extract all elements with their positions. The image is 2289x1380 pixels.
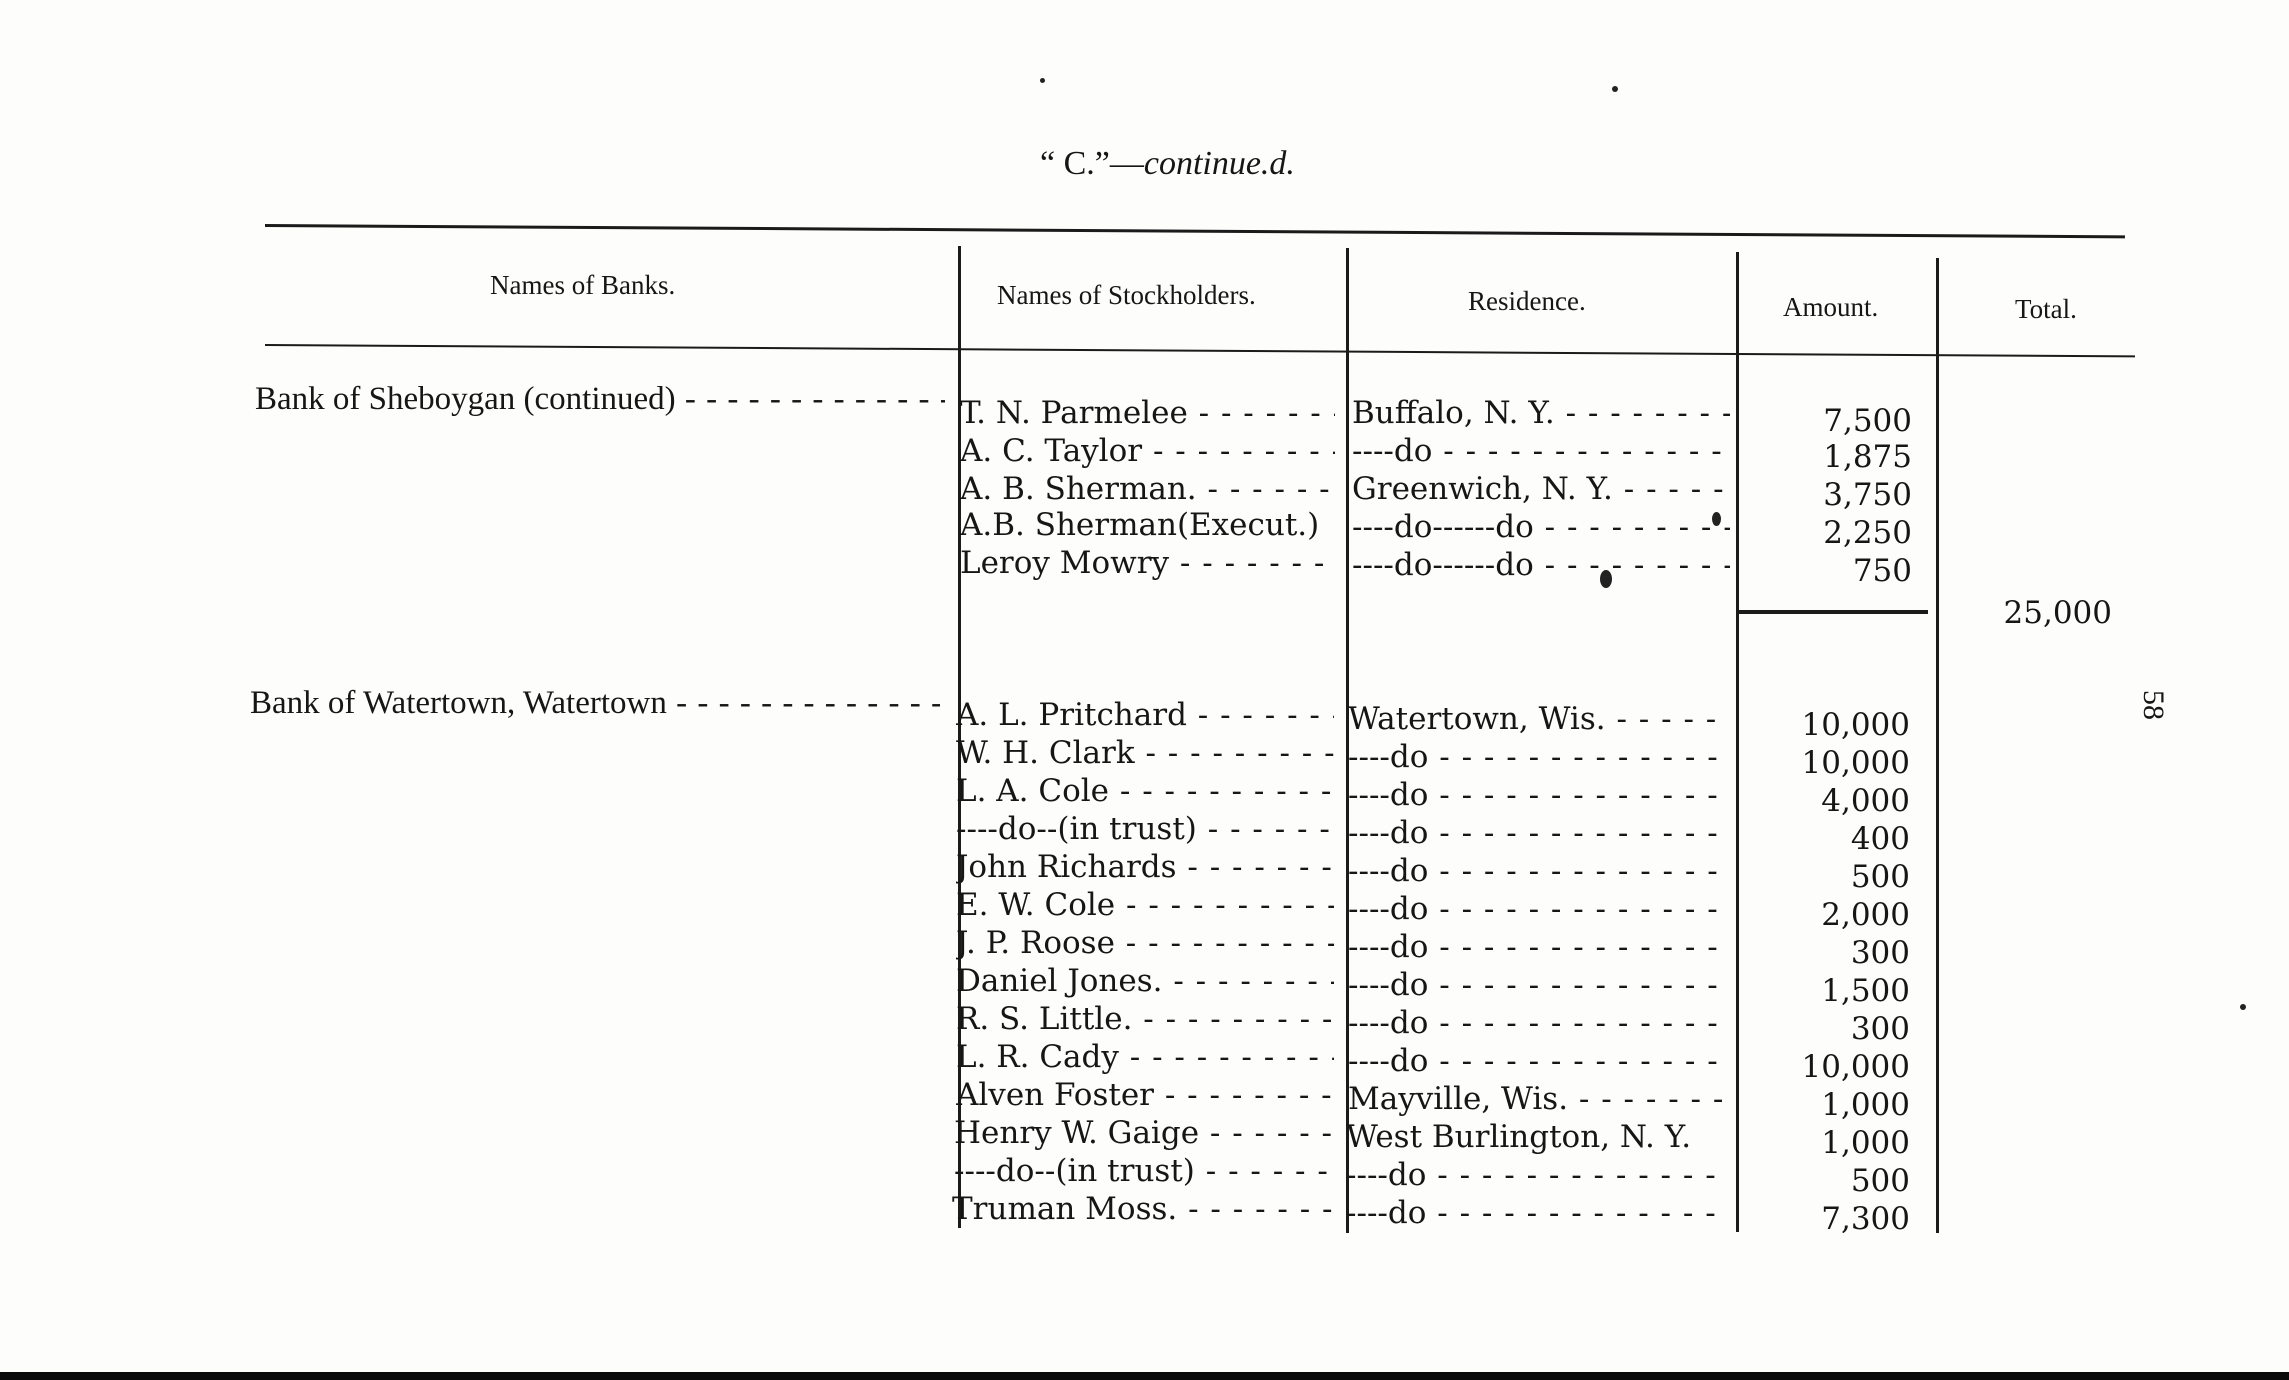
residence: Buffalo, N. Y. - - - xyxy=(1352,394,1730,432)
page-number: 58 xyxy=(2137,690,2170,720)
residence: Greenwich, N. Y. - - - xyxy=(1352,470,1730,508)
amount: 2,000 xyxy=(1821,897,1910,933)
header-amount: Amount. xyxy=(1783,292,1879,322)
stockholder-name: ----do--(in trust) - - - xyxy=(954,1152,1332,1190)
stockholder-name: L. R. Cady - - - xyxy=(956,1038,1334,1076)
amount: 1,500 xyxy=(1821,973,1910,1009)
header-stockholders: Names of Stockholders. xyxy=(997,280,1256,310)
scan-edge xyxy=(0,1372,2289,1380)
stockholder-name: W. H. Clark - - - xyxy=(956,734,1334,772)
header-total: Total. xyxy=(2015,294,2077,324)
group-total: 25,000 xyxy=(2003,595,2112,631)
stockholder-name: John Richards - - - xyxy=(956,848,1334,886)
amount: 500 xyxy=(1850,1163,1910,1199)
bank-name: Bank of Sheboygan (continued) - - - xyxy=(255,380,945,418)
residence: ----do - - - xyxy=(1348,738,1728,776)
stockholder-name: T. N. Parmelee - - - xyxy=(960,394,1335,432)
ink-speck xyxy=(1712,512,1721,526)
stockholder-name: L. A. Cole - - - xyxy=(956,772,1334,810)
ink-speck xyxy=(1600,570,1612,588)
stockholder-name: ----do--(in trust) - - - xyxy=(956,810,1334,848)
bank-name: Bank of Watertown, Watertown - - - xyxy=(250,684,940,722)
heading-label: “ C.”— xyxy=(1040,145,1144,182)
residence: ----do - - - xyxy=(1348,1042,1728,1080)
residence: ----do - - - xyxy=(1348,928,1728,966)
amount: 10,000 xyxy=(1801,707,1910,743)
amount: 500 xyxy=(1850,859,1910,895)
stockholder-name: A. C. Taylor - - - xyxy=(960,432,1335,470)
residence: ----do - - - xyxy=(1348,966,1728,1004)
amount: 3,750 xyxy=(1823,477,1912,513)
table-top-rule xyxy=(265,224,2125,238)
stockholder-name: Leroy Mowry - - - xyxy=(960,544,1335,582)
residence: ----do------do - - - xyxy=(1352,546,1730,584)
stockholder-name: J. P. Roose - - - xyxy=(956,924,1334,962)
residence: ----do - - - xyxy=(1348,814,1728,852)
residence: ----do - - - xyxy=(1348,1004,1728,1042)
heading-continued: continue.d. xyxy=(1143,145,1295,182)
amount: 7,300 xyxy=(1821,1201,1910,1237)
header-residence: Residence. xyxy=(1468,286,1586,316)
residence: ----do - - - xyxy=(1348,852,1728,890)
stockholder-name: R. S. Little. - - - xyxy=(956,1000,1334,1038)
amount: 7,500 xyxy=(1823,403,1912,439)
residence: West Burlington, N. Y. xyxy=(1346,1119,1692,1155)
amount: 10,000 xyxy=(1801,1049,1910,1085)
amount: 4,000 xyxy=(1821,783,1910,819)
stockholder-name: E. W. Cole - - - xyxy=(956,886,1334,924)
page-heading xyxy=(1040,145,1295,183)
residence: Mayville, Wis. - - - xyxy=(1348,1080,1728,1118)
stockholder-name: A. B. Sherman. - - - xyxy=(960,470,1335,508)
header-banks: Names of Banks. xyxy=(490,270,676,300)
amount: 300 xyxy=(1850,1011,1910,1047)
residence: ----do - - - xyxy=(1352,432,1730,470)
header-bottom-rule xyxy=(265,344,2135,357)
residence: Watertown, Wis. - - - xyxy=(1348,700,1728,738)
subtotal-rule xyxy=(1738,610,1928,614)
residence: ----do - - - xyxy=(1346,1194,1726,1232)
residence: ----do------do - - - xyxy=(1352,508,1730,546)
stockholder-name: A.B. Sherman(Execut.) xyxy=(960,507,1320,543)
amount: 1,000 xyxy=(1821,1125,1910,1161)
stockholder-name: Henry W. Gaige - - - xyxy=(954,1114,1332,1152)
amount: 10,000 xyxy=(1801,745,1910,781)
amount: 750 xyxy=(1852,553,1912,589)
ink-speck xyxy=(2240,1004,2246,1010)
ink-speck xyxy=(1040,78,1045,83)
stockholder-name: A. L. Pritchard - - - xyxy=(956,696,1334,734)
col-divider-4 xyxy=(1936,258,1939,1233)
amount: 400 xyxy=(1850,821,1910,857)
stockholder-name: Daniel Jones. - - - xyxy=(956,962,1334,1000)
stockholder-name: Alven Foster - - - xyxy=(956,1076,1334,1114)
amount: 2,250 xyxy=(1823,515,1912,551)
stockholder-name: Truman Moss. - - - xyxy=(952,1190,1332,1228)
ink-speck xyxy=(1612,86,1618,92)
residence: ----do - - - xyxy=(1348,776,1728,814)
amount: 1,000 xyxy=(1821,1087,1910,1123)
amount: 1,875 xyxy=(1823,439,1912,475)
residence: ----do - - - xyxy=(1346,1156,1726,1194)
amount: 300 xyxy=(1850,935,1910,971)
residence: ----do - - - xyxy=(1348,890,1728,928)
